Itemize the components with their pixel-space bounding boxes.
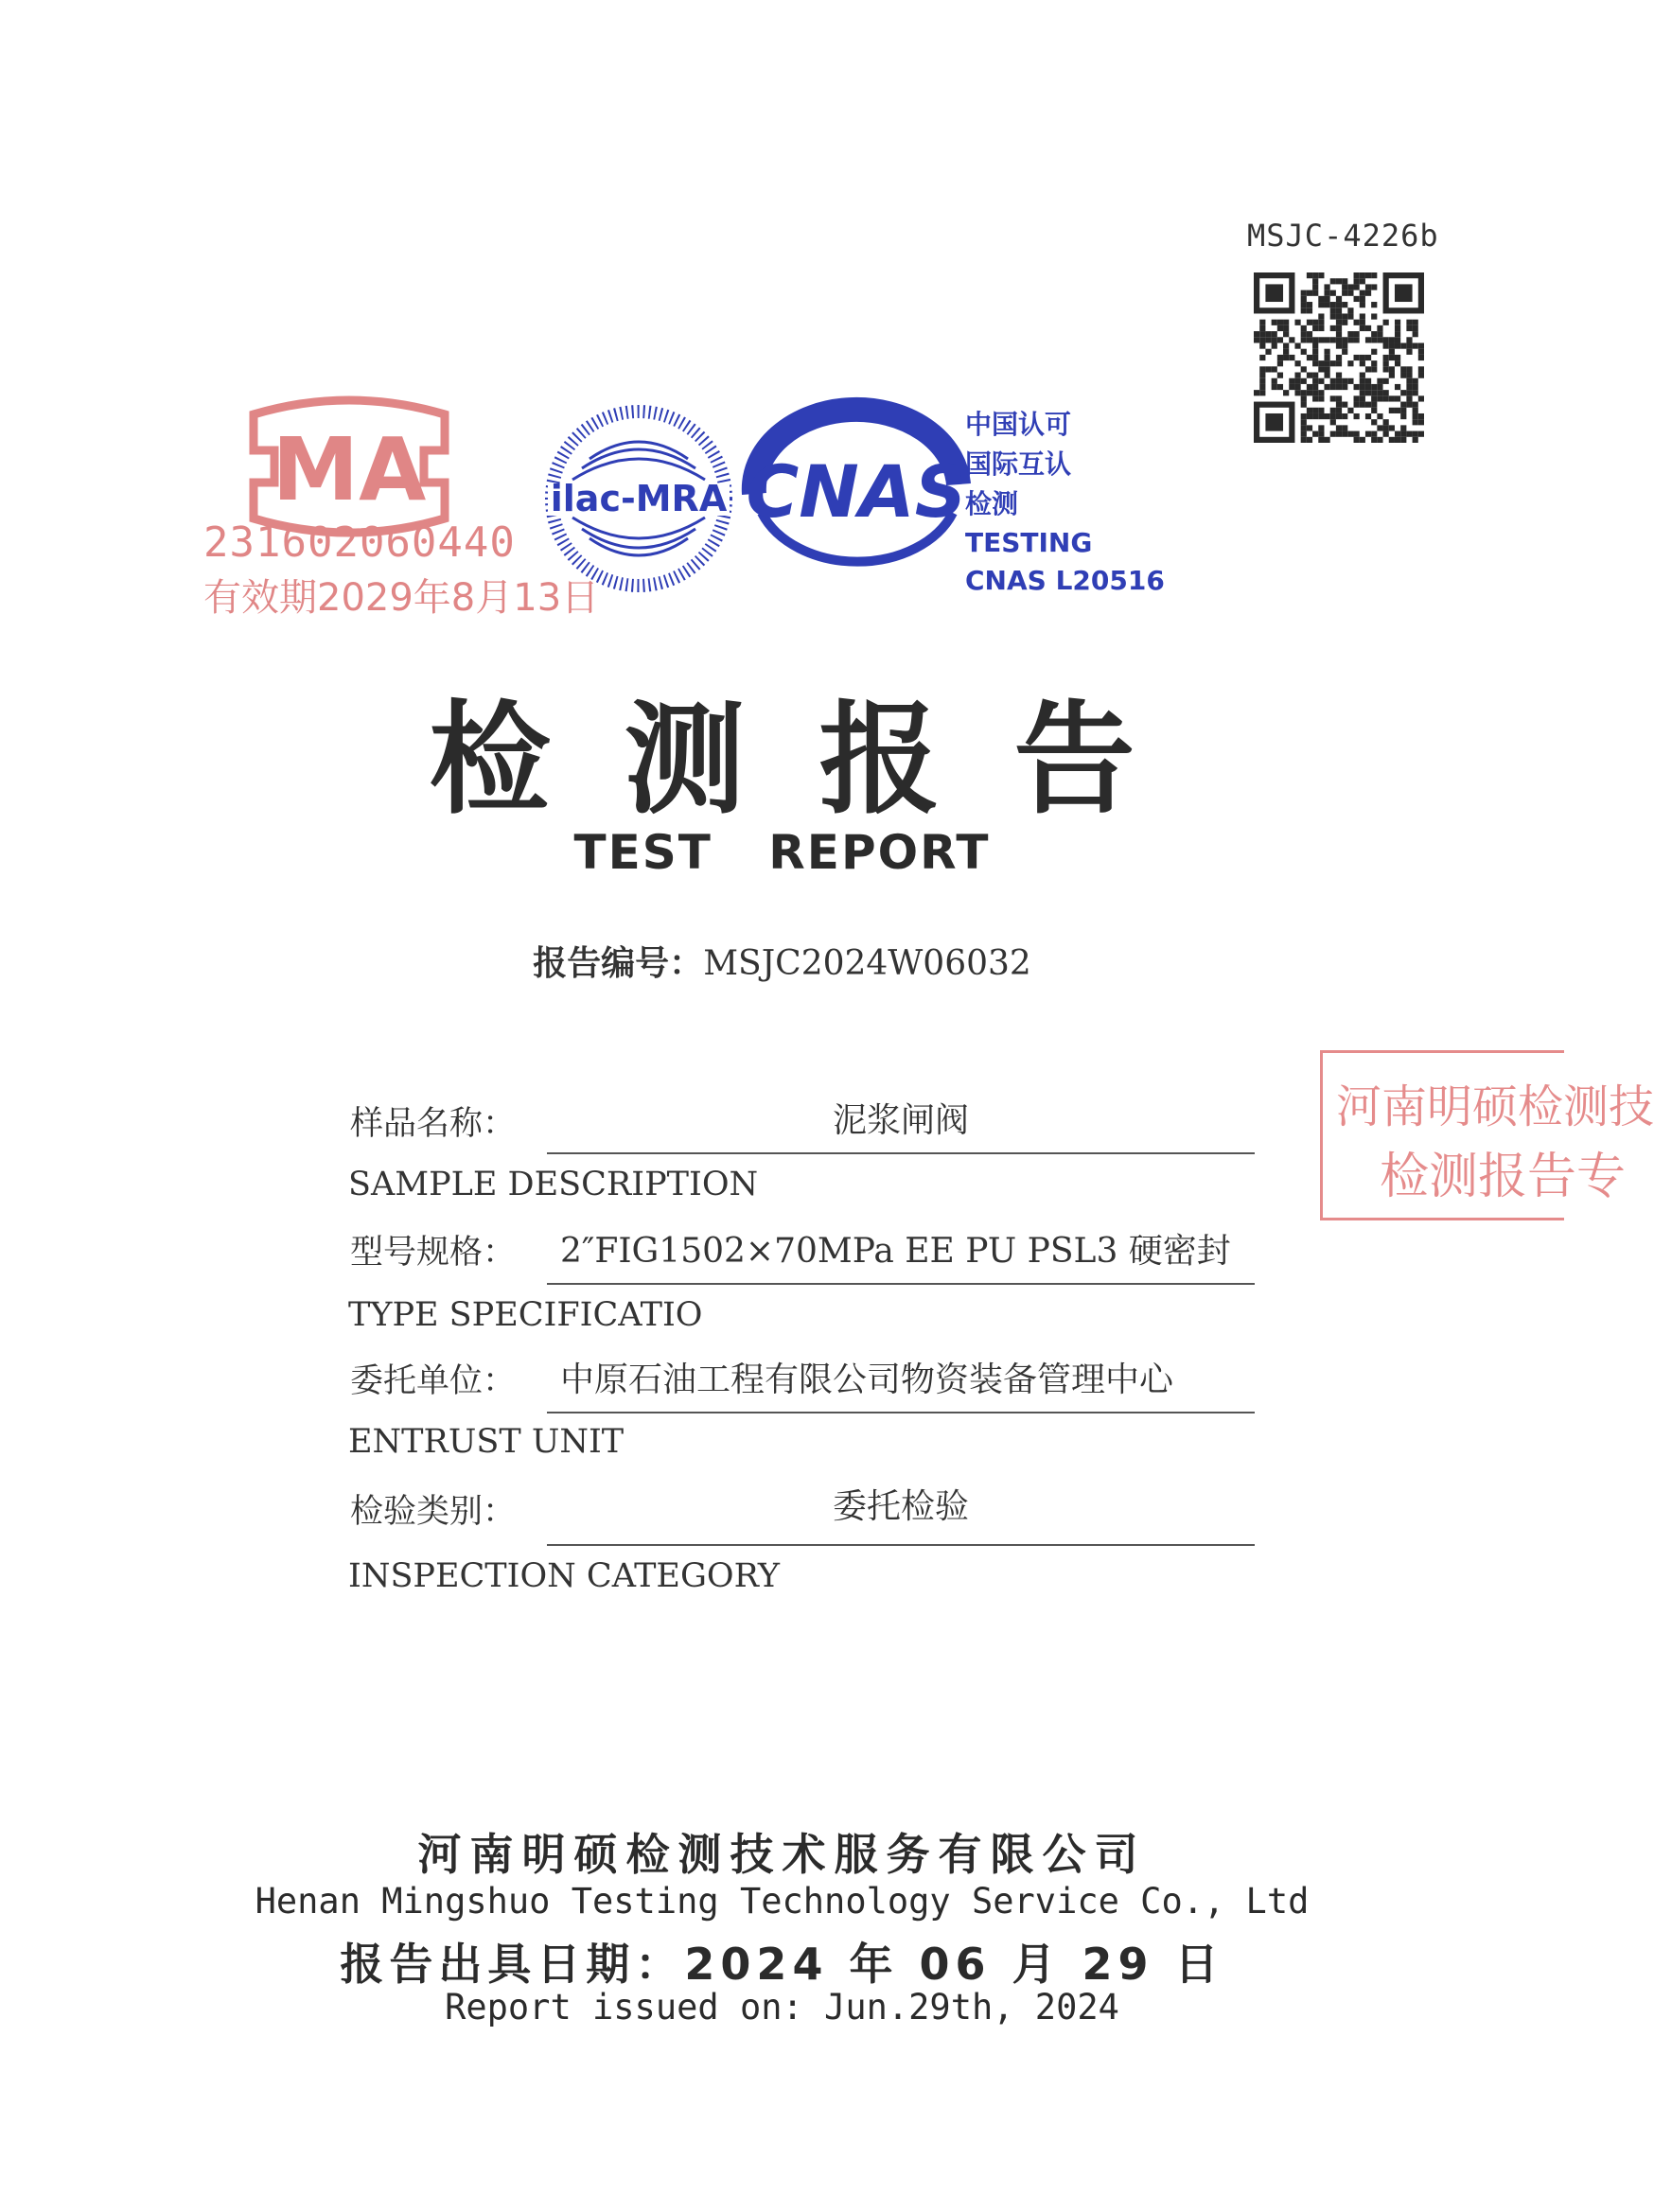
type-spec-label: 型号规格： bbox=[350, 1234, 517, 1272]
entrust-unit-value: 中原石油工程有限公司物资装备管理中心 bbox=[560, 1361, 1174, 1399]
report-number-value: MSJC2024W06032 bbox=[703, 944, 1031, 983]
sample-name-label-en: SAMPLE DESCRIPTION bbox=[348, 1166, 759, 1203]
report-title-cn: 检测报告 bbox=[429, 689, 1209, 831]
cnas-text-block bbox=[965, 405, 1165, 600]
field-underline bbox=[547, 1283, 1255, 1285]
cnas-line: 国际互认 bbox=[965, 448, 1072, 480]
field-underline bbox=[547, 1152, 1255, 1154]
company-seal bbox=[1320, 1050, 1654, 1220]
cma-logo bbox=[225, 395, 473, 537]
cnas-line: TESTING bbox=[965, 527, 1093, 558]
ilac-mra-logo bbox=[544, 402, 733, 596]
sample-name-label: 样品名称： bbox=[350, 1105, 517, 1143]
company-name-en: Henan Mingshuo Testing Technology Service Co., Ltd bbox=[255, 1881, 1310, 1922]
entrust-unit-label: 委托单位： bbox=[350, 1362, 517, 1400]
cnas-letters: CNAS bbox=[746, 449, 967, 534]
report-title-en: TEST REPORT bbox=[573, 825, 991, 880]
issue-date-cn: 报告出具日期：2024 年 06 月 29 日 bbox=[340, 1939, 1224, 1990]
field-underline bbox=[547, 1544, 1255, 1546]
report-number bbox=[0, 937, 1564, 985]
ilac-mra-label: ilac-MRA bbox=[550, 478, 728, 519]
cma-letters: MA bbox=[272, 419, 427, 520]
company-name-cn: 河南明硕检测技术服务有限公司 bbox=[417, 1829, 1147, 1880]
seal-line-1: 河南明硕检测技 bbox=[1336, 1080, 1654, 1133]
entrust-unit-label-en: ENTRUST UNIT bbox=[348, 1423, 625, 1461]
cma-validity: 有效期2029年8月13日 bbox=[203, 576, 600, 620]
type-spec-value: 2″FIG1502×70MPa EE PU PSL3 硬密封 bbox=[560, 1232, 1231, 1271]
cma-number: 231602060440 bbox=[203, 518, 516, 567]
type-spec-label-en: TYPE SPECIFICATIO bbox=[348, 1296, 703, 1334]
field-underline bbox=[547, 1412, 1255, 1413]
inspection-category-label: 检验类别： bbox=[350, 1493, 517, 1531]
issue-date-en: Report issued on: Jun.29th, 2024 bbox=[445, 1987, 1119, 2028]
inspection-category-label-en: INSPECTION CATEGORY bbox=[348, 1557, 780, 1595]
report-number-label: 报告编号： bbox=[533, 944, 704, 983]
cnas-logo bbox=[743, 409, 970, 579]
sample-name-value: 泥浆闸阀 bbox=[832, 1101, 969, 1140]
cnas-line: CNAS L20516 bbox=[965, 565, 1165, 596]
document-code: MSJC-4226b bbox=[1247, 218, 1439, 254]
inspection-category-value: 委托检验 bbox=[832, 1487, 969, 1526]
cnas-line: 检测 bbox=[965, 488, 1019, 519]
qr-code bbox=[1254, 272, 1424, 443]
seal-line-2: 检测报告专 bbox=[1380, 1149, 1627, 1205]
cnas-line: 中国认可 bbox=[965, 409, 1072, 440]
